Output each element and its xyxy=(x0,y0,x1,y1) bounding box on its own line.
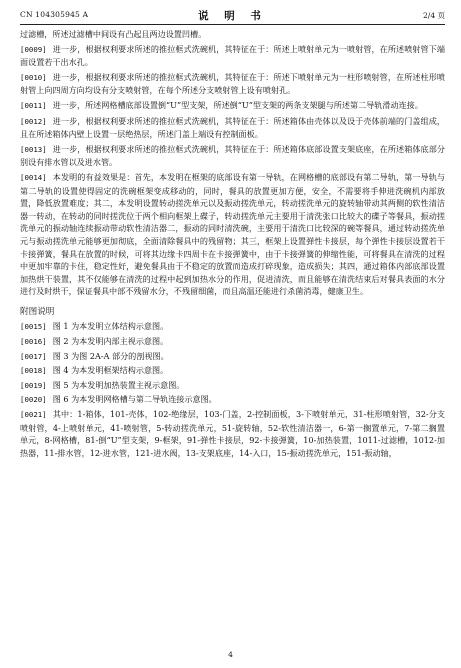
paragraph-0009 xyxy=(20,43,445,69)
paragraph-0012 xyxy=(20,115,445,141)
paragraph-text: 进一步，所述网格槽底部设置倒“U”型支架，所述倒“U”型支架的两条支架腿与所述第二导轨滑动连接。 xyxy=(52,99,423,110)
figure-item xyxy=(20,335,445,349)
paragraph-tag: [0011] xyxy=(20,100,47,110)
document-body xyxy=(20,28,445,459)
paragraph-0014 xyxy=(20,171,445,298)
paragraph-text: 其中：1-箱体，101-壳体，102-绝缘层，103-门盖，2-控制面板，3-下喷射单元，31-柱形喷射管，32-分支喷射管，4-上喷射单元，41-喷射管，5-转动搓洗单元，51-旋转轴，52-软性清洁器一，6-第一搁置单元，7-第二搁置单元，8-网格槽，81-倒“U”型支架，9-框架，91-弹性卡接层，92-卡接弹簧，10-加热装置，1011-过滤槽，1012-加热器，11-排水管，12-进水管，121-进水阀，13-支架底座，14-入口，15-振动搓洗单元，151-振动轴， xyxy=(20,409,445,458)
paragraph-tag: [0009] xyxy=(20,44,47,54)
figure-item xyxy=(20,350,445,364)
paragraph-tag: [0014] xyxy=(20,172,47,182)
figure-item xyxy=(20,320,445,334)
section-title: 附图说明 xyxy=(20,306,55,317)
paragraph-tag: [0018] xyxy=(20,366,47,376)
figure-item xyxy=(20,364,445,378)
page-number: 4 xyxy=(228,650,233,659)
paragraph-text: 进一步，根据权利要求所述的推拉框式洗碗机，其特征在于：所述箱体由壳体以及设于壳体前端的门盖组成，且在所述箱体内壁上设置一层绝热层，所述门盖上端设有控制面板。 xyxy=(20,115,445,140)
paragraph-tag: [0013] xyxy=(20,144,47,154)
paragraph-tag: [0012] xyxy=(20,116,47,126)
figure-item xyxy=(20,393,445,407)
paragraph-tag: [0021] xyxy=(20,410,47,420)
paragraph-0011 xyxy=(20,99,445,113)
figure-text: 图 3 为图 2A-A 部分的剖视图。 xyxy=(52,350,169,361)
page-indicator: 2/4 页 xyxy=(423,11,445,20)
paragraph-tag: [0020] xyxy=(20,395,47,405)
paragraph-tag: [0019] xyxy=(20,380,47,390)
figure-text: 图 2 为本发明内部主视示意图。 xyxy=(52,336,169,347)
paragraph-text: 进一步，根据权利要求所述的推拉框式洗碗机，其特征在于：所述下喷射单元为一柱形喷射管，在所述柱形喷射管上向四周方向均设有分支喷射管，在每个所述分支喷射管上设有喷射孔。 xyxy=(20,71,445,96)
paragraph-text: 进一步，根据权利要求所述的推拉框式洗碗机，其特征在于：所述箱体底部设置支架底座，在所述箱体底部分别设有排水管以及进水管。 xyxy=(20,143,445,168)
figure-text: 图 5 为本发明加热装置主视示意图。 xyxy=(52,379,185,390)
paragraph-tag: [0010] xyxy=(20,72,47,82)
paragraph-0021 xyxy=(20,408,445,459)
page-header xyxy=(20,8,445,22)
paragraph-text: 本发明的有益效果是：首先，本发明在框架的底部设有第一导轨，在网格槽的底部设有第二导轨，第一导轨与第二导轨的设置使得固定的洗碗框架变成移动的，同时，餐具的放置更加方便，安全，不需要将手伸进洗碗机内部放置，降低放置难度；其二，本发明设置转动搓洗单元以及振动搓洗单元，转动搓洗单元的旋转轴带动其两侧的软性清洁器一转动，在转动的同时搓洗位于两个相向框架上碟子，转动搓洗单元主要用于清洗张口比较大的碟子等餐具，振动搓洗单元的振动轴连续振动带动软性清洁器二，振动的同时清洗碗，主要用于清洗口比较深的碗等餐具，通过转动搓洗单元与振动搓洗单元能够更加彻底，全面清除餐具中的残留物；其三，框架上设置弹性卡接层，每个弹性卡接层设置若干卡接弹簧，餐具在放置的时候，可将其边缘卡四周卡在卡接弹簧中，由于卡接弹簧的伸缩性能，可将餐具在清洗的过程中更加牢靠的卡住，稳定性好，避免餐具由于不稳定的放置而造成打碎现象，造成损失；其四，通过箱体内部底部设置加热烘干装置，其不仅能够在清洗的过程中起到加热水分的作用，促进清洗，而且能够在清洗结束后对餐具表面的水分进行及时烘干，保证餐具中部不残留水分，不残留细菌，而且高温还能进行杀菌消毒，健康卫生。 xyxy=(20,171,445,297)
figure-text: 图 4 为本发明框架结构示意图。 xyxy=(52,365,169,376)
lead-text: 过滤槽，所述过滤槽中间设有凸起且两边设置凹槽。 xyxy=(20,29,207,39)
figure-item xyxy=(20,379,445,393)
paragraph-0013 xyxy=(20,143,445,169)
figure-text: 图 6 为本发明网格槽与第二导轨连接示意图。 xyxy=(52,394,217,405)
paragraph-text: 进一步，根据权利要求所述的推拉框式洗碗机，其特征在于：所述上喷射单元为一喷射管，在所述喷射管下端面设置若干出水孔。 xyxy=(20,43,445,68)
header-rule xyxy=(20,24,445,25)
paragraph-0010 xyxy=(20,71,445,97)
paragraph-tag: [0015] xyxy=(20,322,47,332)
paragraph-tag: [0017] xyxy=(20,351,47,361)
document-title: 说 明 书 xyxy=(198,10,267,22)
publication-number: CN 104305945 A xyxy=(20,10,89,19)
paragraph-tag: [0016] xyxy=(20,337,47,347)
figure-text: 图 1 为本发明立体结构示意图。 xyxy=(52,321,169,332)
